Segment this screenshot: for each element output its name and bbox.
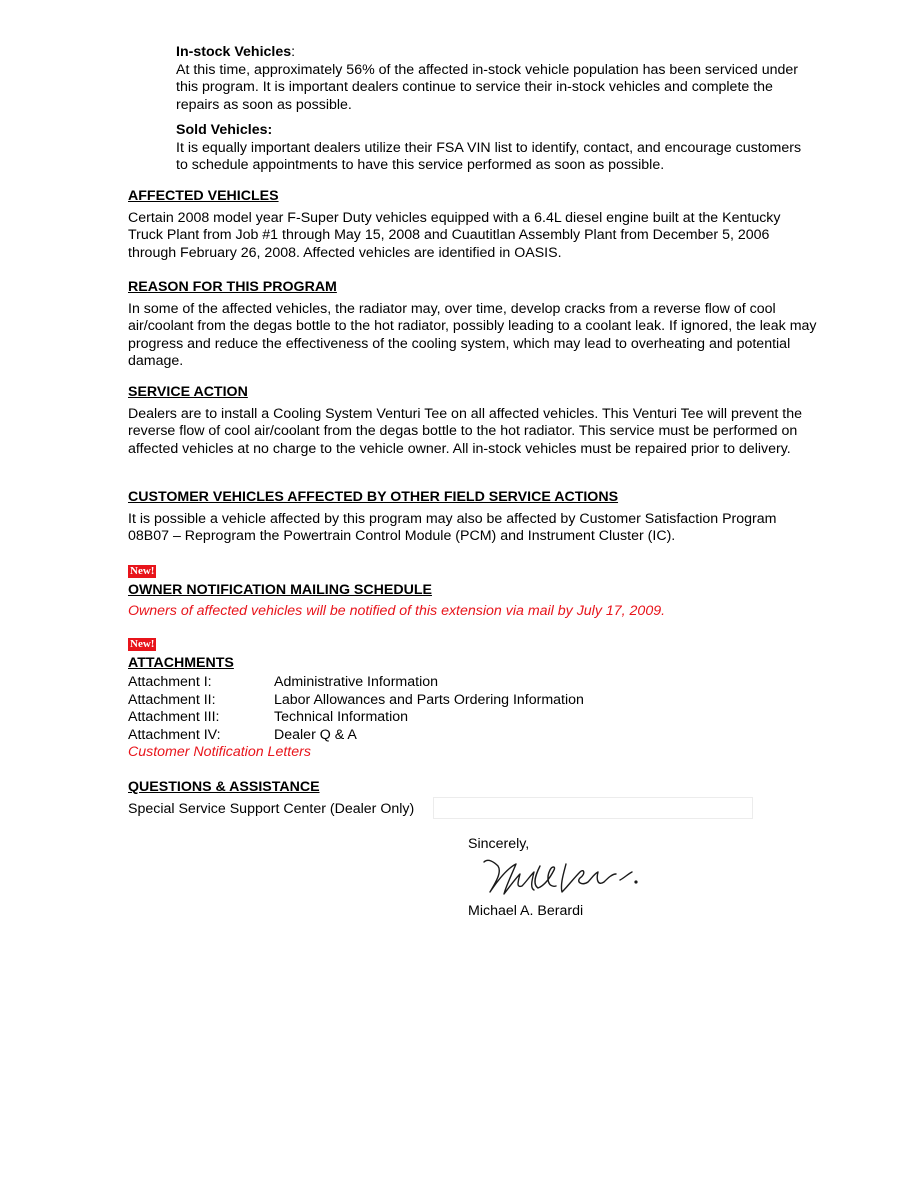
attachments-section bbox=[128, 635, 728, 762]
attachment-label: Attachment IV: bbox=[128, 726, 221, 743]
attachment-label: Attachment II: bbox=[128, 691, 216, 708]
new-badge: New! bbox=[130, 638, 155, 650]
other-actions-heading: CUSTOMER VEHICLES AFFECTED BY OTHER FIELD SERVICE ACTIONS bbox=[128, 489, 619, 505]
sold-heading: Sold Vehicles: bbox=[176, 122, 273, 138]
in-stock-text: At this time, approximately 56% of the affected in-stock vehicle population has been serviced under this program. It is important dealers continue to service their in-stock vehicles and complete the repairs as soon as possible. bbox=[176, 61, 798, 113]
signer-name: Michael A. Berardi bbox=[468, 903, 584, 919]
owner-notification-heading: OWNER NOTIFICATION MAILING SCHEDULE bbox=[128, 581, 432, 598]
in-stock-heading bbox=[176, 44, 816, 62]
questions-section bbox=[128, 779, 448, 818]
attachment-row bbox=[128, 709, 728, 727]
in-stock-heading-text: In-stock Vehicles bbox=[176, 44, 292, 60]
attachment-value: Dealer Q & A bbox=[274, 726, 357, 743]
affected-vehicles-heading: AFFECTED VEHICLES bbox=[128, 188, 279, 204]
owner-notification-section bbox=[128, 562, 828, 621]
attachment-value: Labor Allowances and Parts Ordering Information bbox=[274, 691, 584, 708]
sold-section bbox=[176, 122, 816, 175]
questions-text: Special Service Support Center (Dealer Only) bbox=[128, 800, 415, 817]
signature bbox=[476, 852, 641, 900]
sold-text: It is equally important dealers utilize their FSA VIN list to identify, contact, and encourage customers to schedule appointments to have this service performed as soon as possible. bbox=[176, 139, 802, 173]
service-action-text: Dealers are to install a Cooling System Venturi Tee on all affected vehicles. This Venturi Tee will prevent the reverse flow of cool air/coolant from the degas bottle to the hot radiator. This service must be performed on affected vehicles at no charge to the vehicle owner. All in-stock vehicles must be repaired prior to delivery. bbox=[128, 405, 803, 457]
owner-notification-text: Owners of affected vehicles will be notified of this extension via mail by July 17, 2009. bbox=[128, 603, 666, 619]
affected-vehicles-text: Certain 2008 model year F-Super Duty vehicles equipped with a 6.4L diesel engine built at the Kentucky Truck Plant from Job #1 through May 15, 2008 and Cuautitlan Assembly Plant from December 5, 2006 through February 26, 2008. Affected vehicles are identified in OASIS. bbox=[128, 209, 781, 261]
service-action-heading: SERVICE ACTION bbox=[128, 384, 248, 400]
attachment-label: Attachment III: bbox=[128, 709, 220, 725]
service-action-section bbox=[128, 384, 818, 458]
affected-vehicles-section bbox=[128, 188, 793, 262]
in-stock-section bbox=[176, 44, 816, 114]
in-stock-heading-colon: : bbox=[291, 44, 296, 60]
attachment-row bbox=[128, 692, 728, 710]
other-actions-section bbox=[128, 489, 818, 546]
attachment-value: Administrative Information bbox=[274, 674, 439, 690]
reason-text: In some of the affected vehicles, the radiator may, over time, develop cracks from a reverse flow of cool air/coolant from the degas bottle to the hot radiator, possibly leading to a coolant leak. If ignored, the leak may progress and reduce the effectiveness of the cooling system, which may lead to overheating and potential damage. bbox=[128, 300, 817, 369]
new-badge: New! bbox=[130, 565, 155, 577]
attachment-label: Attachment I: bbox=[128, 674, 212, 690]
reason-section bbox=[128, 279, 818, 371]
reason-heading: REASON FOR THIS PROGRAM bbox=[128, 279, 337, 295]
attachment-extra: Customer Notification Letters bbox=[128, 744, 311, 760]
other-actions-text: It is possible a vehicle affected by this program may also be affected by Customer Satisfaction Program 08B07 – Reprogram the Powertrain Control Module (PCM) and Instrument Cluster (IC). bbox=[128, 510, 777, 544]
attachment-row bbox=[128, 674, 728, 692]
attachment-row bbox=[128, 727, 728, 745]
attachments-heading: ATTACHMENTS bbox=[128, 654, 234, 671]
questions-heading: QUESTIONS & ASSISTANCE bbox=[128, 779, 320, 795]
salutation: Sincerely, bbox=[468, 836, 530, 852]
attachment-value: Technical Information bbox=[274, 709, 409, 725]
phone-number-box bbox=[433, 797, 753, 819]
